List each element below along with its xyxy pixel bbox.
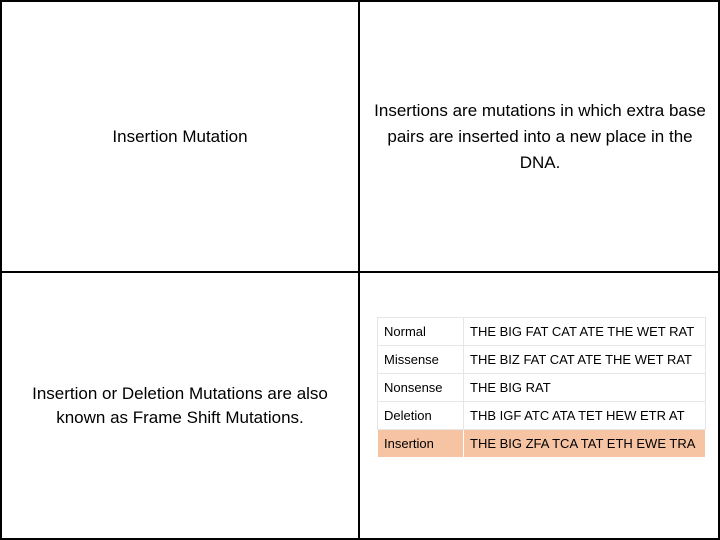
- term-text: Insertion Mutation: [112, 127, 248, 146]
- mutation-examples-table: [377, 317, 706, 458]
- term-cell: [2, 2, 358, 272]
- sequence-cell: THE BIZ FAT CAT ATE THE WET RAT: [464, 346, 706, 374]
- sequence-cell: THE BIG RAT: [464, 374, 706, 402]
- note-text: Insertion or Deletion Mutations are also known as Frame Shift Mutations.: [32, 384, 328, 427]
- table-row: [378, 318, 706, 346]
- mutation-type-cell: Deletion: [378, 402, 464, 430]
- definition-text: Insertions are mutations in which extra base pairs are inserted into a new place in the DNA.: [374, 101, 706, 172]
- mutation-type-cell: Normal: [378, 318, 464, 346]
- mutation-type-cell: Nonsense: [378, 374, 464, 402]
- table-row-highlighted: [378, 430, 706, 458]
- definition-cell: [362, 2, 718, 272]
- note-cell: [2, 274, 358, 538]
- vertical-divider: [358, 0, 360, 540]
- table-row: [378, 374, 706, 402]
- sequence-cell: THE BIG ZFA TCA TAT ETH EWE TRA: [464, 430, 706, 458]
- table-row: [378, 402, 706, 430]
- table-row: [378, 346, 706, 374]
- sequence-cell: THB IGF ATC ATA TET HEW ETR AT: [464, 402, 706, 430]
- mutation-type-cell: Missense: [378, 346, 464, 374]
- mutation-type-cell: Insertion: [378, 430, 464, 458]
- sequence-cell: THE BIG FAT CAT ATE THE WET RAT: [464, 318, 706, 346]
